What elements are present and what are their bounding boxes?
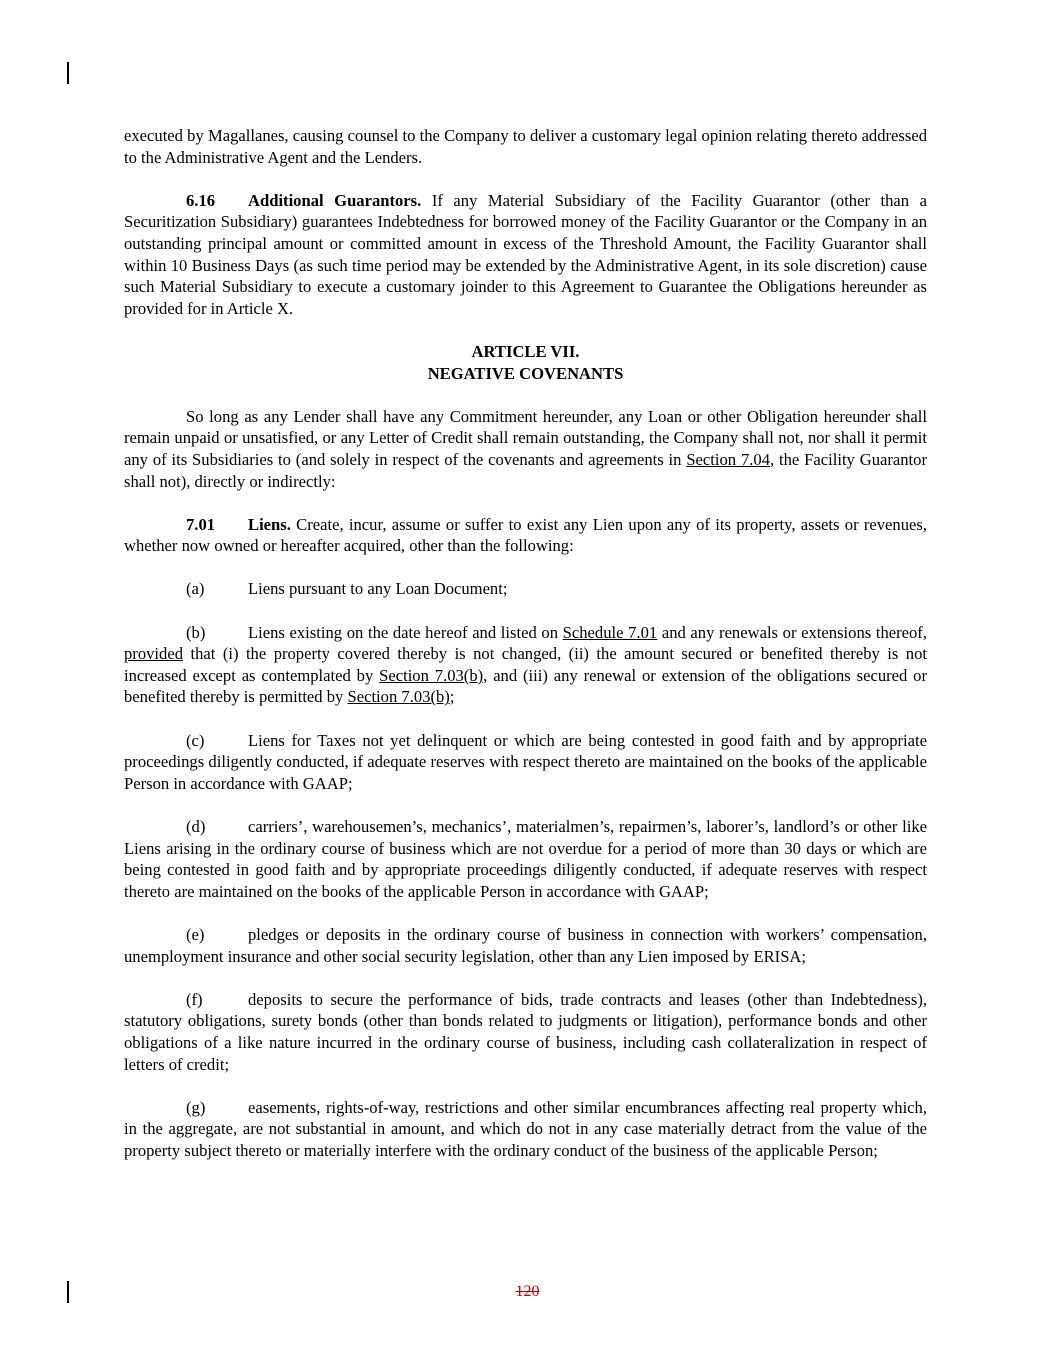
section-title: Liens. <box>248 514 291 534</box>
list-item-b <box>124 622 927 708</box>
section-text: Create, incur, assume or suffer to exist any Lien upon any of its property, assets or revenues, whether now owned or hereafter acquired, other than the following: <box>124 514 927 556</box>
item-label: (g) <box>186 1097 206 1117</box>
list-item-e <box>124 924 927 967</box>
list-item-g <box>124 1097 927 1162</box>
section-number: 7.01 <box>186 514 216 534</box>
item-text: ; <box>449 687 455 707</box>
item-label: (c) <box>186 730 205 750</box>
item-label: (a) <box>186 579 205 599</box>
section-7-03b-link-2[interactable]: Section 7.03(b) <box>347 687 450 707</box>
change-bar-top <box>67 62 69 84</box>
item-text: deposits to secure the performance of bids, trade contracts and leases (other than Indebtedness), statutory obligations, surety bonds (other than bonds related to judgments or litigation), performance bonds and other obligations of a like nature incurred in the ordinary course of business, including cash collateralization in respect of letters of credit; <box>124 989 927 1074</box>
section-number: 6.16 <box>186 190 216 210</box>
item-text: Liens pursuant to any Loan Document; <box>248 579 508 599</box>
provided-term: provided <box>124 644 183 664</box>
list-item-a <box>124 578 927 600</box>
intro-paragraph <box>124 406 927 492</box>
section-7-03b-link[interactable]: Section 7.03(b) <box>379 665 484 685</box>
continuation-paragraph: executed by Magallanes, causing counsel to the Company to deliver a customary legal opinion relating thereto addressed to the Administrative Agent and the Lenders. <box>124 126 927 167</box>
schedule-7-01-link[interactable]: Schedule 7.01 <box>562 622 658 642</box>
intro-text-end: , the Facility Guarantor shall not), directly or indirectly: <box>124 449 927 491</box>
article-heading <box>124 341 927 384</box>
list-item-d <box>124 816 927 902</box>
item-label: (f) <box>186 989 203 1009</box>
item-text: that (i) the property covered thereby is not changed, (ii) the amount secured or benefited thereby is not increased except as contemplated by <box>124 644 927 685</box>
item-text: and any renewals or extensions thereof, <box>657 622 927 642</box>
section-title: Additional Guarantors. <box>248 190 422 210</box>
section-7-04-link[interactable]: Section 7.04 <box>686 449 771 469</box>
item-label: (d) <box>186 817 206 836</box>
article-title: NEGATIVE COVENANTS <box>427 363 624 383</box>
item-text: easements, rights-of-way, restrictions and other similar encumbrances affecting real property which, in the aggregate, are not substantial in amount, and which do not in any case materially detract from the value of the property subject thereto or materially interfere with the ordinary conduct of the business of the applicable Person; <box>124 1097 927 1160</box>
section-text: If any Material Subsidiary of the Facility Guarantor (other than a Securitization Subsidiary) guarantees Indebtedness for borrowed money of the Facility Guarantor or the Company in an outstanding principal amount or committed amount in excess of the Threshold Amount, the Facility Guarantor shall within 10 Business Days (as such time period may be extended by the Administrative Agent, in its sole discretion) cause such Material Subsidiary to execute a customary joinder to this Agreement to Guarantee the Obligations hereunder as provided for in Article X. <box>124 190 927 318</box>
list-item-c <box>124 730 927 795</box>
list-item-f <box>124 989 927 1075</box>
article-number: ARTICLE VII. <box>471 341 580 361</box>
item-label: (e) <box>186 924 205 944</box>
item-text: carriers’, warehousemen’s, mechanics’, materialmen’s, repairmen’s, laborer’s, landlord’s or other like Liens arising in the ordinary course of business which are not overdue for a period of more than 30 days or which are being contested in good faith and by appropriate proceedings diligently conducted, if adequate reserves with respect thereto are maintained on the books of the applicable Person in accordance with GAAP; <box>124 817 927 901</box>
section-7-01 <box>124 514 927 557</box>
document-page <box>124 125 927 1183</box>
item-text: Liens for Taxes not yet delinquent or which are being contested in good faith and by appropriate proceedings diligently conducted, if adequate reserves with respect thereto are maintained on the books of the applicable Person in accordance with GAAP; <box>124 730 927 793</box>
item-label: (b) <box>186 622 206 642</box>
section-6-16 <box>124 190 927 320</box>
item-text: , and (iii) any renewal or extension of the obligations secured or benefited thereby is permitted by <box>124 665 927 707</box>
intro-text: So long as any Lender shall have any Commitment hereunder, any Loan or other Obligation hereunder shall remain unpaid or unsatisfied, or any Letter of Credit shall remain outstanding, the Company shall not, nor shall it permit any of its Subsidiaries to (and solely in respect of the covenants and agreements in <box>124 406 927 469</box>
item-text: pledges or deposits in the ordinary course of business in connection with workers’ compensation, unemployment insurance and other social security legislation, other than any Lien imposed by ERISA; <box>124 924 927 966</box>
page-number: 120 <box>515 1283 540 1300</box>
item-text: Liens existing on the date hereof and listed on <box>248 622 563 642</box>
